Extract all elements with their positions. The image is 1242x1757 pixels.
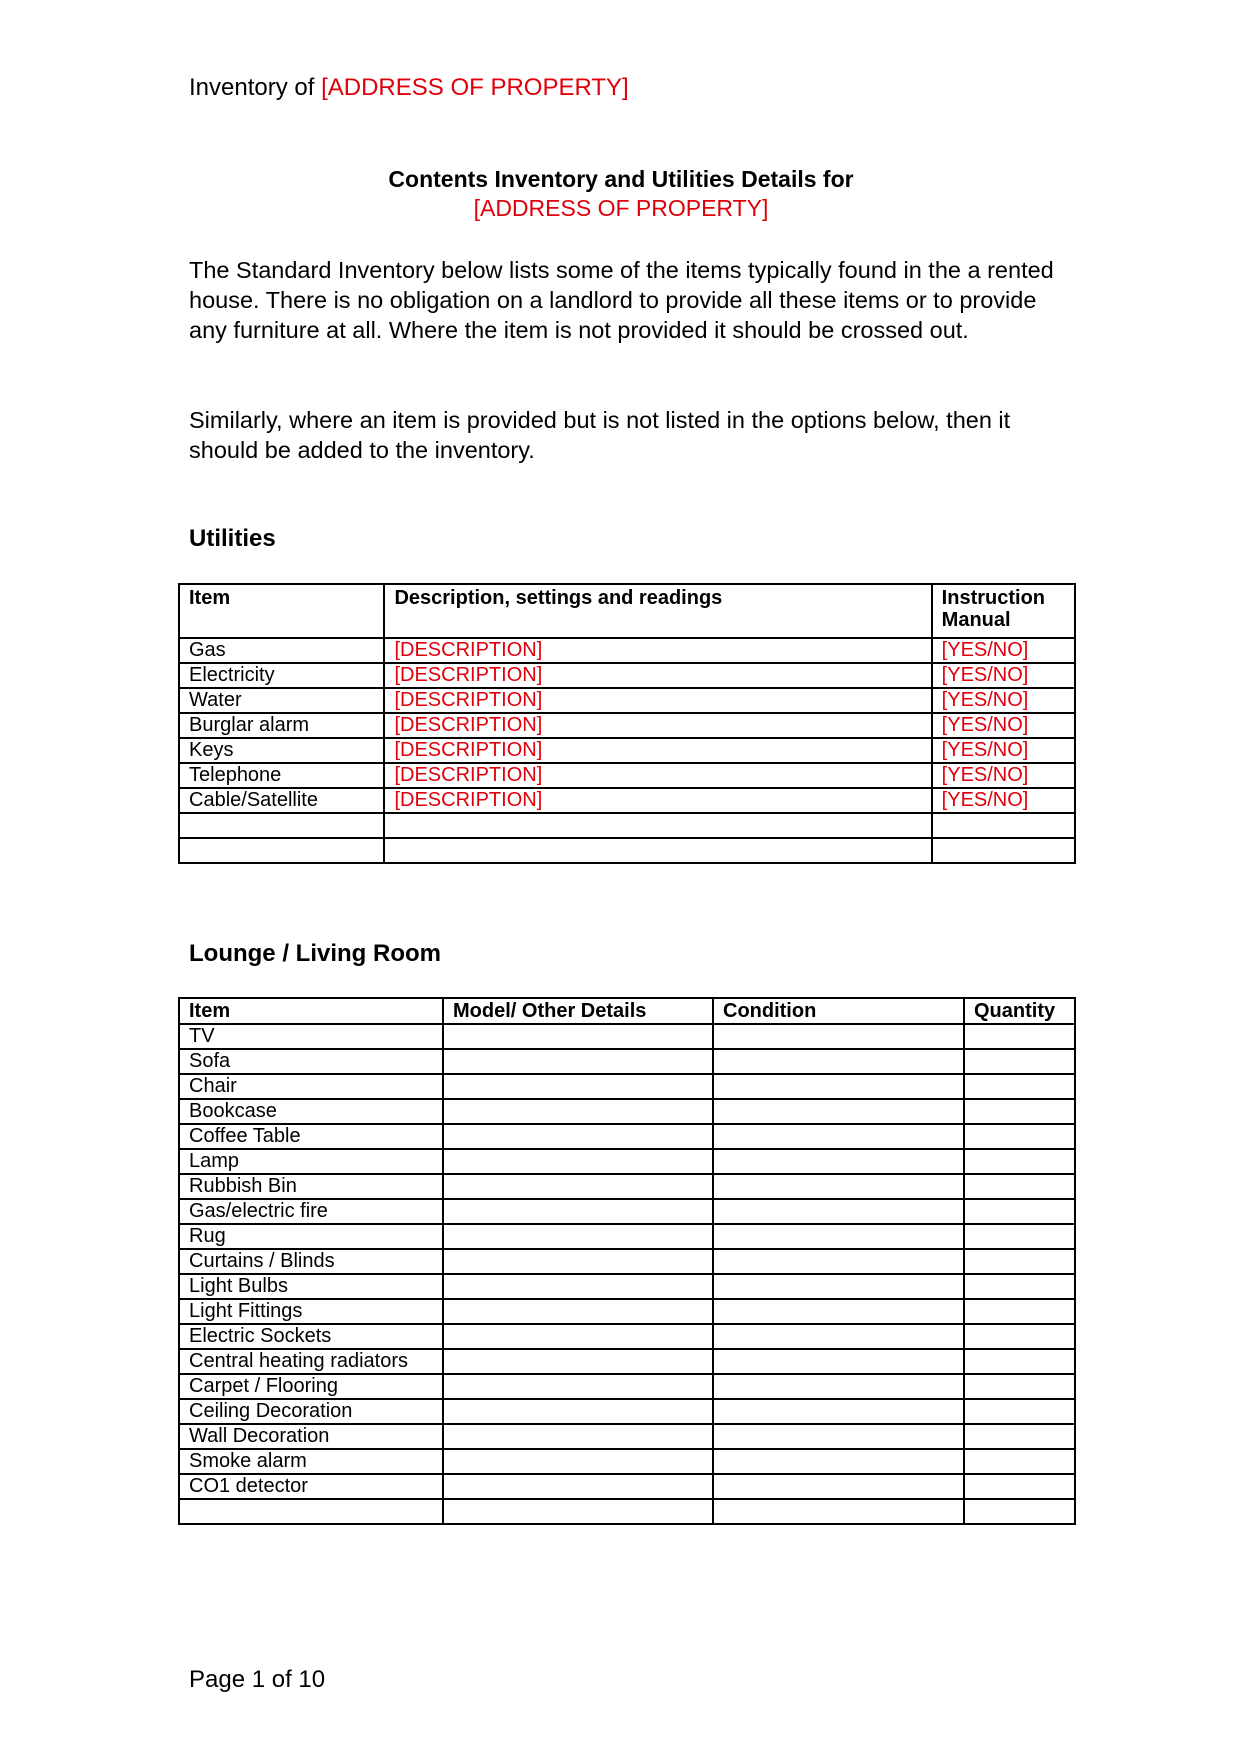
table-row xyxy=(179,838,1075,863)
cell-condition[interactable] xyxy=(713,1124,964,1149)
cell-quantity[interactable] xyxy=(964,1199,1075,1224)
table-row xyxy=(179,1299,1075,1324)
cell-quantity[interactable] xyxy=(964,1449,1075,1474)
table-row xyxy=(179,1024,1075,1049)
cell-item: Light Bulbs xyxy=(179,1274,443,1299)
utilities-heading: Utilities xyxy=(189,525,276,552)
table-row xyxy=(179,738,1075,763)
cell-description[interactable]: [DESCRIPTION] xyxy=(384,788,931,813)
cell-quantity[interactable] xyxy=(964,1024,1075,1049)
lounge-table xyxy=(178,997,1076,1525)
cell-item: CO1 detector xyxy=(179,1474,443,1499)
header-address-placeholder: [ADDRESS OF PROPERTY] xyxy=(321,74,629,101)
cell-condition[interactable] xyxy=(713,1174,964,1199)
cell-instruction-manual[interactable]: [YES/NO] xyxy=(932,763,1075,788)
column-header-description: Description, settings and readings xyxy=(384,584,931,638)
cell-model-details[interactable] xyxy=(443,1499,713,1524)
cell-item: Rug xyxy=(179,1224,443,1249)
cell-description[interactable]: [DESCRIPTION] xyxy=(384,713,931,738)
cell-description[interactable]: [DESCRIPTION] xyxy=(384,763,931,788)
cell-quantity[interactable] xyxy=(964,1074,1075,1099)
column-header-model-details: Model/ Other Details xyxy=(443,998,713,1024)
table-row xyxy=(179,1424,1075,1449)
cell-model-details[interactable] xyxy=(443,1374,713,1399)
cell-item: Rubbish Bin xyxy=(179,1174,443,1199)
table-row xyxy=(179,1124,1075,1149)
cell-model-details[interactable] xyxy=(443,1024,713,1049)
cell-condition[interactable] xyxy=(713,1499,964,1524)
cell-item: Chair xyxy=(179,1074,443,1099)
cell-condition[interactable] xyxy=(713,1024,964,1049)
cell-item: Electric Sockets xyxy=(179,1324,443,1349)
cell-description[interactable] xyxy=(384,813,931,838)
cell-item: Wall Decoration xyxy=(179,1424,443,1449)
cell-quantity[interactable] xyxy=(964,1349,1075,1374)
cell-quantity[interactable] xyxy=(964,1224,1075,1249)
cell-description[interactable]: [DESCRIPTION] xyxy=(384,688,931,713)
table-row xyxy=(179,663,1075,688)
cell-condition[interactable] xyxy=(713,1374,964,1399)
cell-item[interactable]: Burglar alarm xyxy=(179,713,384,738)
cell-item[interactable]: Water xyxy=(179,688,384,713)
table-row xyxy=(179,1474,1075,1499)
table-row xyxy=(179,813,1075,838)
cell-item: Smoke alarm xyxy=(179,1449,443,1474)
title-line: Contents Inventory and Utilities Details for xyxy=(388,166,854,192)
table-row xyxy=(179,1499,1075,1524)
cell-condition[interactable] xyxy=(713,1199,964,1224)
cell-item: Ceiling Decoration xyxy=(179,1399,443,1424)
cell-condition[interactable] xyxy=(713,1149,964,1174)
cell-quantity[interactable] xyxy=(964,1149,1075,1174)
cell-quantity[interactable] xyxy=(964,1174,1075,1199)
cell-model-details[interactable] xyxy=(443,1199,713,1224)
cell-item: Lamp xyxy=(179,1149,443,1174)
cell-model-details[interactable] xyxy=(443,1049,713,1074)
cell-quantity[interactable] xyxy=(964,1499,1075,1524)
cell-model-details[interactable] xyxy=(443,1099,713,1124)
table-row xyxy=(179,1149,1075,1174)
cell-instruction-manual[interactable]: [YES/NO] xyxy=(932,638,1075,663)
cell-instruction-manual[interactable] xyxy=(932,813,1075,838)
cell-item[interactable] xyxy=(179,838,384,863)
utilities-table xyxy=(178,583,1076,864)
page-header xyxy=(189,74,629,102)
cell-condition[interactable] xyxy=(713,1349,964,1374)
table-row xyxy=(179,638,1075,663)
cell-quantity[interactable] xyxy=(964,1099,1075,1124)
intro-paragraph-2: Similarly, where an item is provided but is not listed in the options below, then it should be added to the inventory. xyxy=(189,407,1011,463)
cell-item: Central heating radiators xyxy=(179,1349,443,1374)
cell-model-details[interactable] xyxy=(443,1399,713,1424)
document-title xyxy=(0,165,1242,223)
cell-condition[interactable] xyxy=(713,1474,964,1499)
cell-item: Gas/electric fire xyxy=(179,1199,443,1224)
table-header-row xyxy=(179,998,1075,1024)
cell-instruction-manual[interactable] xyxy=(932,838,1075,863)
table-row xyxy=(179,763,1075,788)
cell-description[interactable]: [DESCRIPTION] xyxy=(384,638,931,663)
cell-quantity[interactable] xyxy=(964,1124,1075,1149)
table-row xyxy=(179,1049,1075,1074)
cell-item: Curtains / Blinds xyxy=(179,1249,443,1274)
header-prefix: Inventory of xyxy=(189,74,322,101)
cell-condition[interactable] xyxy=(713,1299,964,1324)
cell-model-details[interactable] xyxy=(443,1474,713,1499)
title-address-placeholder: [ADDRESS OF PROPERTY] xyxy=(473,195,769,221)
cell-quantity[interactable] xyxy=(964,1049,1075,1074)
table-row xyxy=(179,1249,1075,1274)
table-row xyxy=(179,1349,1075,1374)
table-row xyxy=(179,1399,1075,1424)
cell-model-details[interactable] xyxy=(443,1449,713,1474)
cell-item[interactable]: Electricity xyxy=(179,663,384,688)
cell-quantity[interactable] xyxy=(964,1274,1075,1299)
cell-condition[interactable] xyxy=(713,1224,964,1249)
cell-description[interactable] xyxy=(384,838,931,863)
column-header-item: Item xyxy=(179,584,384,638)
cell-model-details[interactable] xyxy=(443,1149,713,1174)
table-row xyxy=(179,1449,1075,1474)
cell-quantity[interactable] xyxy=(964,1249,1075,1274)
cell-item[interactable]: Keys xyxy=(179,738,384,763)
cell-instruction-manual[interactable]: [YES/NO] xyxy=(932,788,1075,813)
cell-quantity[interactable] xyxy=(964,1374,1075,1399)
cell-quantity[interactable] xyxy=(964,1299,1075,1324)
table-row xyxy=(179,1074,1075,1099)
cell-model-details[interactable] xyxy=(443,1124,713,1149)
table-row xyxy=(179,788,1075,813)
cell-item: Sofa xyxy=(179,1049,443,1074)
cell-instruction-manual[interactable]: [YES/NO] xyxy=(932,688,1075,713)
table-row xyxy=(179,1224,1075,1249)
table-row xyxy=(179,1274,1075,1299)
cell-quantity[interactable] xyxy=(964,1424,1075,1449)
cell-condition[interactable] xyxy=(713,1324,964,1349)
cell-item xyxy=(179,1499,443,1524)
cell-item: Carpet / Flooring xyxy=(179,1374,443,1399)
cell-model-details[interactable] xyxy=(443,1324,713,1349)
table-row xyxy=(179,1374,1075,1399)
cell-model-details[interactable] xyxy=(443,1249,713,1274)
cell-condition[interactable] xyxy=(713,1249,964,1274)
cell-item[interactable]: Gas xyxy=(179,638,384,663)
table-row xyxy=(179,1099,1075,1124)
column-header-quantity: Quantity xyxy=(964,998,1075,1024)
cell-condition[interactable] xyxy=(713,1399,964,1424)
cell-model-details[interactable] xyxy=(443,1349,713,1374)
cell-instruction-manual[interactable]: [YES/NO] xyxy=(932,663,1075,688)
column-header-instruction-manual: Instruction Manual xyxy=(932,584,1075,638)
cell-instruction-manual[interactable]: [YES/NO] xyxy=(932,738,1075,763)
cell-model-details[interactable] xyxy=(443,1274,713,1299)
cell-condition[interactable] xyxy=(713,1449,964,1474)
column-header-item: Item xyxy=(179,998,443,1024)
cell-condition[interactable] xyxy=(713,1424,964,1449)
table-row xyxy=(179,713,1075,738)
cell-condition[interactable] xyxy=(713,1049,964,1074)
cell-model-details[interactable] xyxy=(443,1074,713,1099)
cell-item[interactable]: Cable/Satellite xyxy=(179,788,384,813)
cell-description[interactable]: [DESCRIPTION] xyxy=(384,663,931,688)
table-header-row xyxy=(179,584,1075,638)
cell-item: Coffee Table xyxy=(179,1124,443,1149)
cell-item[interactable]: Telephone xyxy=(179,763,384,788)
table-row xyxy=(179,1324,1075,1349)
cell-item: Light Fittings xyxy=(179,1299,443,1324)
cell-item[interactable] xyxy=(179,813,384,838)
cell-model-details[interactable] xyxy=(443,1224,713,1249)
table-row xyxy=(179,1199,1075,1224)
lounge-heading: Lounge / Living Room xyxy=(189,940,441,967)
cell-instruction-manual[interactable]: [YES/NO] xyxy=(932,713,1075,738)
cell-quantity[interactable] xyxy=(964,1399,1075,1424)
cell-item: TV xyxy=(179,1024,443,1049)
cell-quantity[interactable] xyxy=(964,1474,1075,1499)
cell-model-details[interactable] xyxy=(443,1424,713,1449)
cell-item: Bookcase xyxy=(179,1099,443,1124)
page-number: Page 1 of 10 xyxy=(189,1666,326,1693)
cell-model-details[interactable] xyxy=(443,1299,713,1324)
cell-model-details[interactable] xyxy=(443,1174,713,1199)
cell-condition[interactable] xyxy=(713,1074,964,1099)
cell-condition[interactable] xyxy=(713,1274,964,1299)
cell-description[interactable]: [DESCRIPTION] xyxy=(384,738,931,763)
cell-quantity[interactable] xyxy=(964,1324,1075,1349)
column-header-condition: Condition xyxy=(713,998,964,1024)
table-row xyxy=(179,688,1075,713)
cell-condition[interactable] xyxy=(713,1099,964,1124)
intro-paragraph-1: The Standard Inventory below lists some of the items typically found in the a rented house. There is no obligation on a landlord to provide all these items or to provide any furniture at all. Where the item is not provided it should be crossed out. xyxy=(189,257,1054,343)
table-row xyxy=(179,1174,1075,1199)
